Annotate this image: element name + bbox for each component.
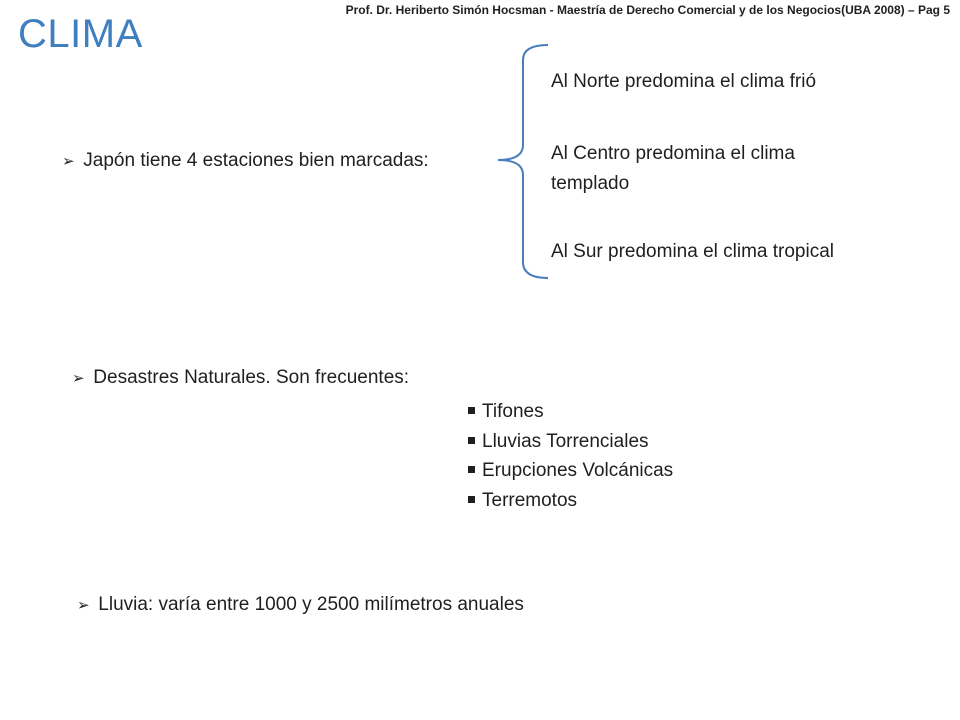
seasons-item-center: Al Centro predomina el clima templado — [551, 143, 795, 194]
disasters-bullet-text: Desastres Naturales. Son frecuentes: — [93, 367, 410, 388]
seasons-item-north: Al Norte predomina el clima frió — [551, 71, 817, 92]
list-item — [468, 397, 673, 427]
list-item-text: Terremotos — [482, 489, 578, 511]
square-bullet-icon — [468, 466, 475, 473]
rain-bullet-text: Lluvia: varía entre 1000 y 2500 milímetros anuales — [98, 594, 524, 615]
seasons-item-south: Al Sur predomina el clima tropical — [551, 241, 835, 262]
arrow-bullet-icon: ➢ — [77, 597, 90, 614]
seasons-bullet-text: Japón tiene 4 estaciones bien marcadas: — [83, 150, 429, 171]
list-item — [468, 456, 673, 486]
arrow-bullet-icon: ➢ — [62, 153, 75, 170]
square-bullet-icon — [468, 407, 475, 414]
list-item — [468, 486, 673, 516]
square-bullet-icon — [468, 496, 475, 503]
square-bullet-icon — [468, 437, 475, 444]
slide-title: CLIMA — [18, 12, 143, 56]
slide-header: Prof. Dr. Heriberto Simón Hocsman - Maestría de Derecho Comercial y de los Negocios(UBA 2008) – Pag 5 — [345, 3, 950, 17]
disasters-list — [468, 397, 673, 515]
rain-bullet — [77, 594, 524, 616]
list-item-text: Erupciones Volcánicas — [482, 460, 674, 481]
disasters-bullet — [72, 367, 409, 389]
list-item-text: Lluvias Torrenciales — [482, 430, 649, 452]
arrow-bullet-icon: ➢ — [72, 370, 85, 387]
list-item-text: Tifones — [482, 401, 544, 422]
list-item — [468, 427, 673, 457]
